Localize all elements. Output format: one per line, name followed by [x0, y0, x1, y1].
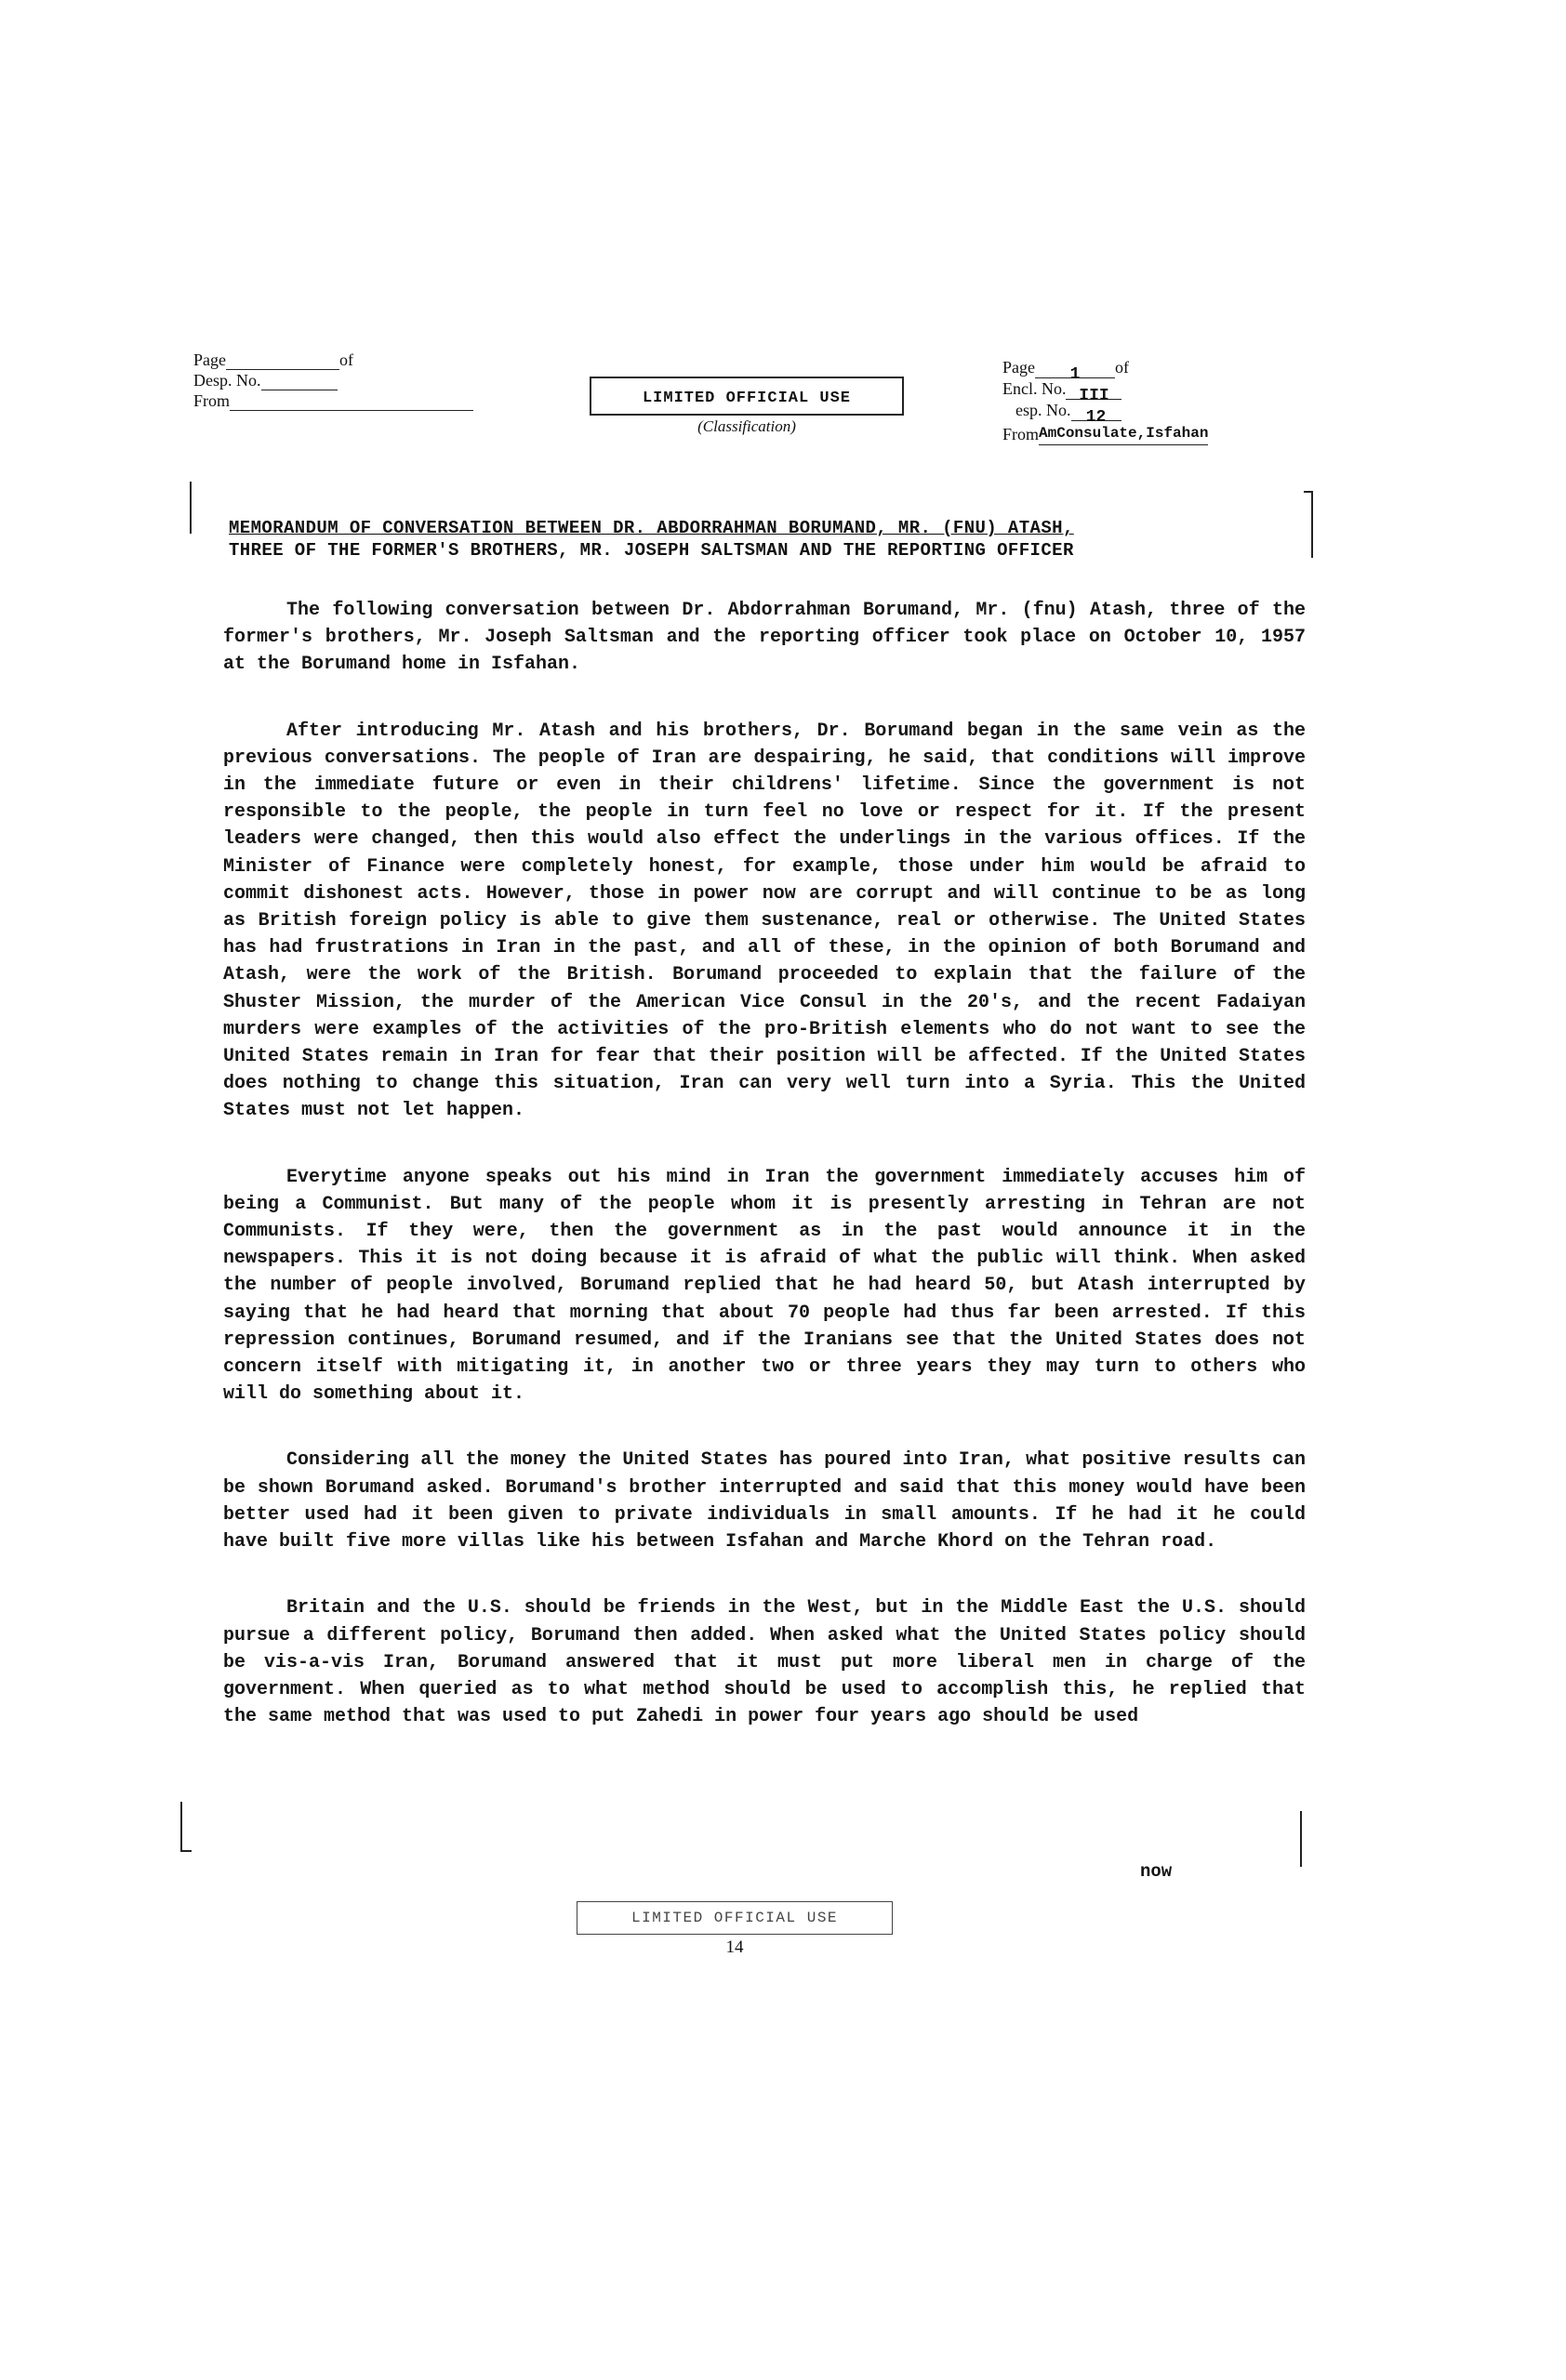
from-field	[193, 390, 510, 411]
from-blank-line	[230, 395, 473, 411]
page-field-right	[1002, 357, 1337, 384]
from-value-line	[1039, 421, 1208, 445]
margin-bracket-left	[180, 1802, 192, 1852]
margin-bracket-right	[1291, 1811, 1302, 1867]
header-left-block	[193, 350, 510, 411]
desp-value-line	[1071, 405, 1121, 427]
classification-label: (Classification)	[697, 417, 796, 435]
encl-label: Encl. No.	[1002, 379, 1067, 398]
subject-bracket-left	[190, 482, 199, 534]
page-label: Page	[193, 350, 226, 369]
desp-blank-line	[261, 375, 338, 390]
subject-line-1: MEMORANDUM OF CONVERSATION BETWEEN DR. ABDORRAHMAN BORUMAND, MR. (FNU) ATASH,	[229, 518, 1074, 538]
classification-value: LIMITED OFFICIAL USE	[642, 390, 852, 407]
header-right-block	[1002, 357, 1337, 445]
desp-value: 12	[1085, 408, 1107, 427]
page-value-line	[1035, 363, 1115, 384]
continuation-word: now	[1140, 1861, 1173, 1882]
classification-box	[590, 377, 904, 416]
page-field	[193, 350, 510, 370]
from-label-right: From	[1002, 425, 1040, 443]
desp-field	[193, 370, 510, 390]
from-field-right	[1002, 421, 1337, 445]
footer-classification: LIMITED OFFICIAL USE	[630, 1910, 839, 1926]
desp-label: Desp. No.	[193, 371, 261, 390]
desp-field-right	[1002, 400, 1337, 427]
encl-field	[1002, 378, 1337, 405]
page-blank-line	[226, 354, 339, 370]
paragraph-1: The following conversation between Dr. Abdorrahman Borumand, Mr. (fnu) Atash, three of the former's brothers, Mr. Joseph Saltsman and the reporting officer took place on October 10, 1957 at the Borumand home in Isfahan.	[223, 600, 1306, 676]
subject-heading	[229, 517, 1298, 562]
from-label: From	[193, 391, 231, 410]
paragraph-5: Britain and the U.S. should be friends in the West, but in the Middle East the U.S. should pursue a different policy, Borumand then added. When asked what the United States policy should be vis-a-vis Iran, Borumand answered that it must put more liberal men in charge of the government. When queried as to what method should be used to accomplish this, he replied that the same method that was used to put Zahedi in power four years ago should be used	[223, 1597, 1306, 1728]
subject-line-2: THREE OF THE FORMER'S BROTHERS, MR. JOSEPH SALTSMAN AND THE REPORTING OFFICER	[229, 540, 1074, 561]
encl-value-line	[1066, 384, 1121, 405]
subject-bracket-right	[1304, 491, 1313, 558]
paragraph-4: Considering all the money the United States has poured into Iran, what positive results can be shown Borumand asked. Borumand's brother interrupted and said that this money would have been better used had it been given to private individuals in small amounts. If he had it he could have built five more villas like his between Isfahan and Marche Khord on the Tehran road.	[223, 1449, 1306, 1554]
memo-body	[223, 597, 1306, 1730]
page-value: 1	[1069, 365, 1081, 384]
page-number: 14	[725, 1937, 744, 1957]
of-label-right: of	[1115, 358, 1129, 377]
paragraph-3: Everytime anyone speaks out his mind in Iran the government immediately accuses him of being a Communist. But many of the people whom it is presently arresting in Tehran are not Communists. If they were, then the government as in the past would announce it in the newspapers. This it is not doing because it is afraid of what the public will think. When asked the number of people involved, Borumand replied that he had heard 50, but Atash interrupted by saying that he had heard that morning that about 70 people had thus far been arrested. If this repression continues, Borumand resumed, and if the Iranians see that the United States does not concern itself with mitigating it, in another two or three years they may turn to others who will do something about it.	[223, 1166, 1306, 1406]
desp-label-right: esp. No.	[1015, 401, 1071, 419]
from-value: AmConsulate,Isfahan	[1039, 425, 1209, 442]
of-label: of	[339, 350, 353, 369]
paragraph-2: After introducing Mr. Atash and his brothers, Dr. Borumand began in the same vein as the previous conversations. The people of Iran are despairing, he said, that conditions will improve in the immediate future or even in their childrens' lifetime. Since the government is not responsible to the people, the people in turn feel no love or respect for it. If the present leaders were changed, then this would also effect the underlings in the various offices. If the Minister of Finance were completely honest, for example, those under him would be afraid to commit dishonest acts. However, those in power now are corrupt and will continue to be as long as British foreign policy is able to give them sustenance, real or otherwise. The United States has had frustrations in Iran in the past, and all of these, in the opinion of both Borumand and Atash, were the work of the British. Borumand proceeded to explain that the failure of the Shuster Mission, the murder of the American Vice Consul in the 20's, and the recent Fadaiyan murders were examples of the activities of the pro-British elements who do not want to see the United States remain in Iran for fear that their position will be affected. If the United States does nothing to change this situation, Iran can very well turn into a Syria. This the United States must not let happen.	[223, 720, 1306, 1122]
page-label-right: Page	[1002, 358, 1035, 377]
footer-classification-box	[577, 1901, 893, 1935]
encl-value: III	[1079, 387, 1109, 405]
